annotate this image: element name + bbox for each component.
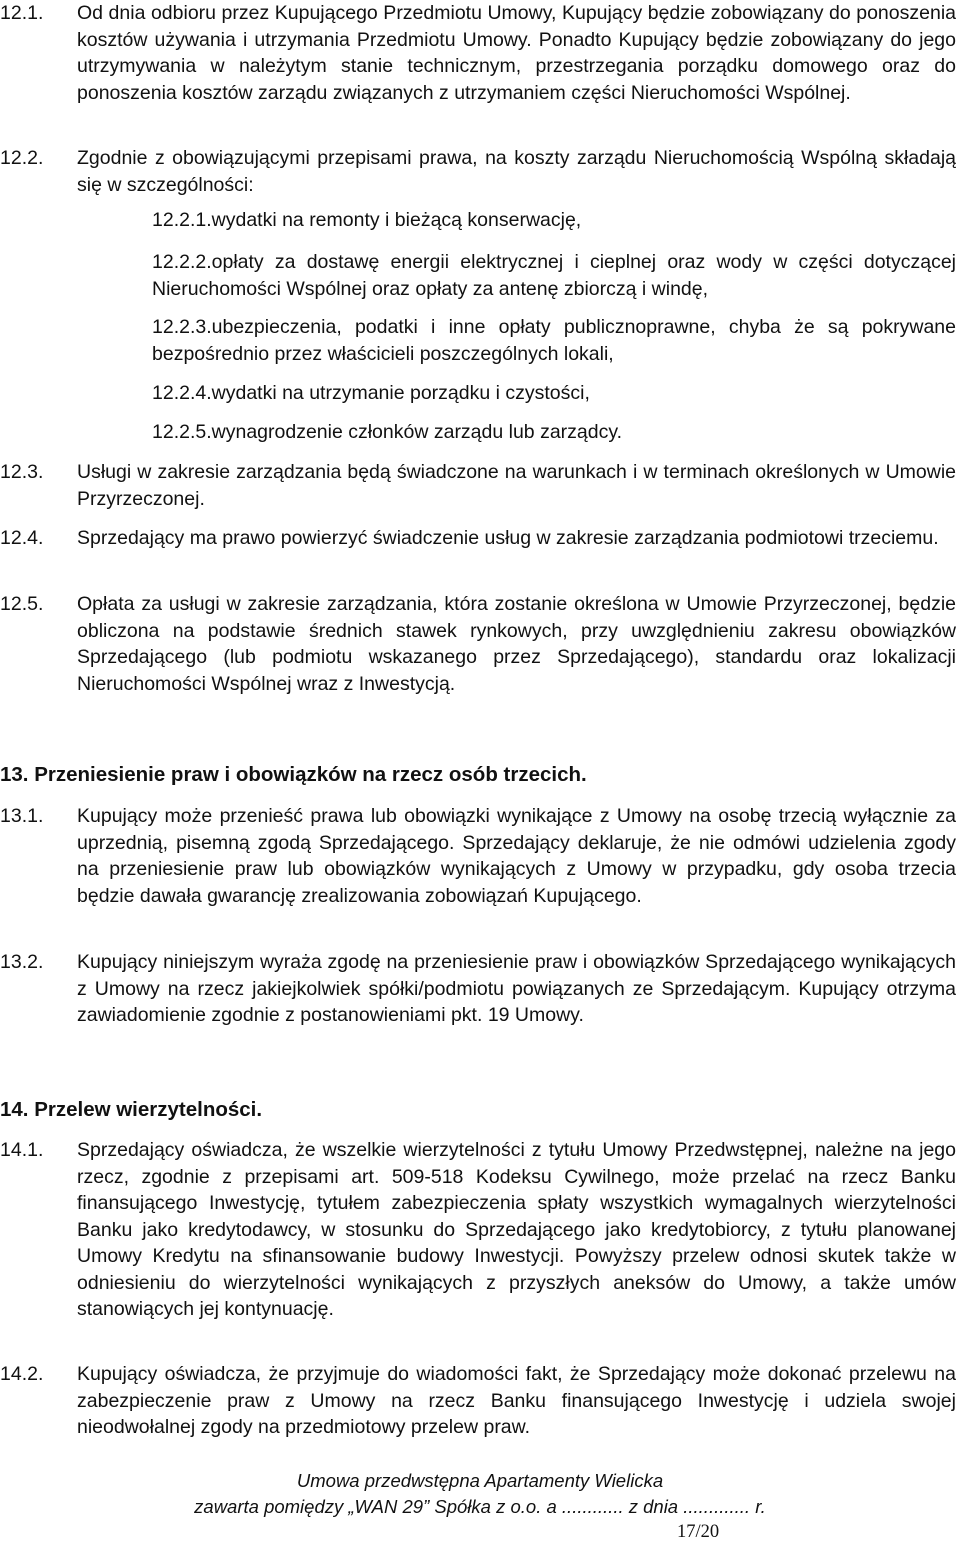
section-heading-13: 13. Przeniesienie praw i obowiązków na rzecz osób trzecich. — [0, 763, 587, 786]
subitem-12-2-5 — [152, 419, 956, 446]
paragraph-text: Kupujący oświadcza, że przyjmuje do wiadomości fakt, że Sprzedający może dokonać przelewu na zabezpieczenie praw z Umowy na rzecz Banku finansującego Inwestycję i udziela swojej nieodwołalnej zgody na przedmiotowy przelew praw. — [77, 1363, 956, 1438]
paragraph-13-2 — [0, 949, 956, 1029]
paragraph-12-2 — [0, 145, 956, 198]
subitem-12-2-1 — [152, 207, 956, 234]
footer-contract-title: Umowa przedwstępna Apartamenty Wielicka — [296, 1470, 664, 1491]
section-heading-14: 14. Przelew wierzytelności. — [0, 1098, 263, 1121]
paragraph-text: Sprzedający ma prawo powierzyć świadczenie usług w zakresie zarządzania podmiotowi trzeciemu. — [77, 527, 939, 549]
paragraph-number: 14.1. — [0, 1139, 44, 1161]
paragraph-number: 12.1. — [0, 2, 44, 24]
paragraph-text: Zgodnie z obowiązującymi przepisami prawa, na koszty zarządu Nieruchomością Wspólną składają się w szczególności: — [77, 147, 956, 196]
paragraph-14-2 — [0, 1361, 956, 1441]
paragraph-12-1 — [0, 0, 956, 106]
paragraph-text: Kupujący może przenieść prawa lub obowiązki wynikające z Umowy na osobę trzecią wyłącznie za uprzednią, pisemną zgodą Sprzedającego. Sprzedający deklaruje, że nie odmówi udzielenia zgody na przeniesienie praw lub obowiązków wynikających z Umowy w przypadku, gdy osoba trzecia będzie dawała gwarancję zrealizowania zobowiązań Kupującego. — [77, 805, 956, 907]
subitem-text: wynagrodzenie członków zarządu lub zarządcy. — [211, 421, 623, 443]
subitem-text: wydatki na remonty i bieżącą konserwację, — [211, 209, 582, 231]
paragraph-number: 14.2. — [0, 1363, 44, 1385]
paragraph-number: 12.3. — [0, 461, 44, 483]
page-number: 17/20 — [677, 1522, 720, 1542]
footer-contract-parties: zawarta pomiędzy „WAN 29” Spółka z o.o. a ............ z dnia ............. r. — [194, 1496, 766, 1517]
paragraph-number: 12.4. — [0, 527, 44, 549]
paragraph-13-1 — [0, 803, 956, 909]
subitem-text: wydatki na utrzymanie porządku i czystości, — [211, 382, 590, 404]
paragraph-14-1 — [0, 1137, 956, 1323]
paragraph-number: 12.2. — [0, 147, 44, 169]
paragraph-12-5 — [0, 591, 956, 697]
paragraph-text: Kupujący niniejszym wyraża zgodę na przeniesienie praw i obowiązków Sprzedającego wynikających z Umowy na rzecz jakiejkolwiek spółki/podmiotu powiązanych ze Sprzedającym. Kupujący otrzyma zawiadomienie zgodnie z postanowieniami pkt. 19 Umowy. — [77, 951, 956, 1026]
subitem-12-2-2 — [152, 249, 956, 302]
subitem-text: opłaty za dostawę energii elektrycznej i cieplnej oraz wody w części dotyczącej Nieruchomości Wspólnej oraz opłaty za antenę zbiorczą i windę, — [152, 251, 956, 300]
paragraph-12-4 — [0, 525, 956, 552]
subitem-number: 12.2.3. — [152, 316, 212, 338]
paragraph-number: 13.2. — [0, 951, 44, 973]
paragraph-text: Od dnia odbioru przez Kupującego Przedmiotu Umowy, Kupujący będzie zobowiązany do ponoszenia kosztów używania i utrzymania Przedmiotu Umowy. Ponadto Kupujący będzie zobowiązany do jego utrzymywania w należytym stanie technicznym, przestrzegania porządku domowego oraz do ponoszenia kosztów zarządu związanych z utrzymaniem części Nieruchomości Wspólnej. — [77, 2, 956, 104]
paragraph-text: Usługi w zakresie zarządzania będą świadczone na warunkach i w terminach określonych w Umowie Przyrzeczonej. — [77, 461, 956, 510]
subitem-text: ubezpieczenia, podatki i inne opłaty publicznoprawne, chyba że są pokrywane bezpośrednio przez właścicieli poszczególnych lokali, — [152, 316, 956, 365]
subitem-12-2-4 — [152, 380, 956, 407]
paragraph-text: Sprzedający oświadcza, że wszelkie wierzytelności z tytułu Umowy Przedwstępnej, należne na jego rzecz, zgodnie z przepisami art. 509-518 Kodeksu Cywilnego, może przelać na rzecz Banku finansującego Inwestycję, tytułem zabezpieczenia spłaty wszystkich wymagalnych wierzytelności Banku jako kredytodawcy, w stosunku do Sprzedającego jako kredytobiorcy, z tytułu planowanej Umowy Kredytu na sfinansowanie budowy Inwestycji. Powyższy przelew odnosi skutek także w odniesieniu do wierzytelności wynikających z przyszłych aneksów do Umowy, a także umów stanowiących jej kontynuację. — [77, 1139, 956, 1320]
subitem-number: 12.2.1. — [152, 209, 212, 231]
subitem-12-2-3 — [152, 314, 956, 367]
subitem-number: 12.2.2. — [152, 251, 212, 273]
paragraph-12-3 — [0, 459, 956, 512]
paragraph-number: 13.1. — [0, 805, 44, 827]
paragraph-number: 12.5. — [0, 593, 44, 615]
subitem-number: 12.2.4. — [152, 382, 212, 404]
paragraph-text: Opłata za usługi w zakresie zarządzania, która zostanie określona w Umowie Przyrzeczonej, będzie obliczona na podstawie średnich stawek rynkowych, przy uwzględnieniu zakresu obowiązków Sprzedającego (lub podmiotu wskazanego przez Sprzedającego), standardu oraz lokalizacji Nieruchomości Wspólnej wraz z Inwestycją. — [77, 593, 956, 695]
subitem-number: 12.2.5. — [152, 421, 212, 443]
